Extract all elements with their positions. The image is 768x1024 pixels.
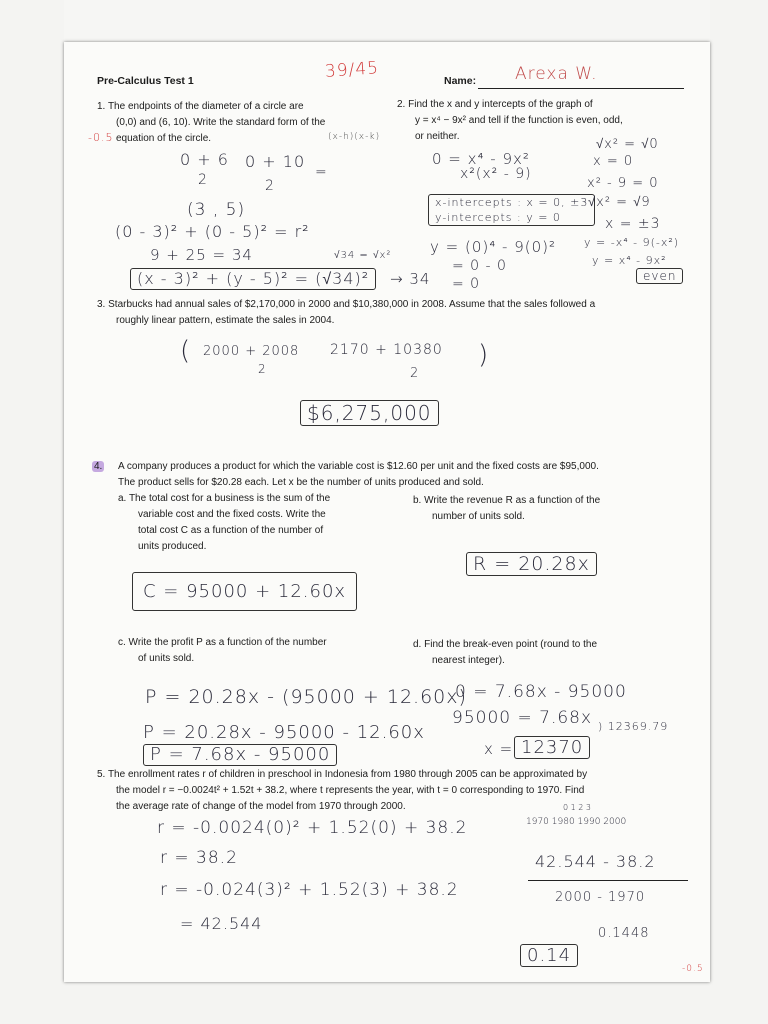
q3-line-2: roughly linear pattern, estimate the sales in 2004. [116,315,335,326]
q2-x-intercepts: x-intercepts : x = 0, ±3 [435,196,589,209]
q4d-division: ) 12369.79 [598,720,669,733]
q1-answer: (x - 3)² + (y - 5)² = (√34)² [130,268,376,290]
q3-line-1: 3. Starbucks had annual sales of $2,170,000 in 2000 and $10,380,000 in 2008. Assume that the sales followed a [97,299,596,310]
q3-sum-years: 2000 + 2008 [203,344,300,359]
q4b-answer: R = 20.28x [466,552,597,576]
q2-side-5: x = ±3 [605,216,661,232]
q4b-line-2: number of units sold. [432,511,525,522]
q2-even-work-1: y = -x⁴ - 9(-x²) [584,236,680,249]
name-underline [478,88,684,89]
q1-mid-y: 0 + 10 [245,152,306,171]
q2-even-answer: even [636,268,683,284]
q1-pencil-note: (x-h)(x-k) [328,132,381,142]
q2-side-1: √x² = √0 [596,137,659,152]
q4a-line-1: a. The total cost for a business is the sum of the [118,493,331,504]
q4a-line-2: variable cost and the fixed costs. Write the [138,509,326,520]
q3-paren-close: ) [478,340,490,370]
q5-work-1: r = -0.0024(0)² + 1.52(0) + 38.2 [157,818,468,838]
q5-work-2: r = 38.2 [160,848,238,868]
q1-work-line-2b: √34 = √x² [334,250,392,261]
q4-line-1: A company produces a product for which the variable cost is $12.60 per unit and the fixed costs are $95,000. [118,461,599,472]
q2-y-work-2: = 0 - 0 [452,258,507,274]
q5-deduction: -0.5 [682,964,704,974]
q3-sum-sales-den: 2 [410,366,420,381]
score: 39/45 [324,58,380,82]
q4c-work-1: P = 20.28x - (95000 + 12.60x) [145,686,467,708]
background [0,0,768,42]
q2-work-2: x²(x² - 9) [460,166,532,182]
q4c-work-2: P = 20.28x - 95000 - 12.60x [143,722,425,743]
q1-line-3: equation of the circle. [116,133,212,144]
q4c-answer: P = 7.68x - 95000 [143,744,337,766]
q2-side-2: x = 0 [593,154,634,169]
q4d-line-2: nearest integer). [432,655,505,666]
q1-work-line-2: 9 + 25 = 34 [150,246,253,264]
q3-paren-open: ( [180,336,192,366]
q2-side-4: √x² = √9 [588,195,651,210]
background [0,982,768,1024]
q2-side-3: x² - 9 = 0 [587,176,659,191]
q5-line-3: the average rate of change of the model from 1970 through 2000. [116,801,406,812]
q3-sum-sales: 2170 + 10380 [330,342,443,358]
q4d-work-1: 0 = 7.68x - 95000 [455,682,627,702]
q4a-line-3: total cost C as a function of the number of [138,525,324,536]
q5-line-2: the model r = −0.0024t² + 1.52t + 38.2, where t represents the year, with t = 0 corresponding to 1970. Find [116,785,585,796]
q5-years: 1970 1980 1990 2000 [526,817,627,827]
name-label: Name: [444,75,477,87]
background [0,0,64,1024]
q4c-line-2: of units sold. [138,653,195,664]
q5-year-index: 0 1 2 3 [563,803,591,812]
q3-sum-years-den: 2 [258,362,267,376]
q5-numerator: 42.544 - 38.2 [535,852,656,871]
q1-deduction: -0.5 [88,131,114,144]
test-title: Pre-Calculus Test 1 [97,75,194,87]
q2-line-2: y = x⁴ − 9x² and tell if the function is even, odd, [415,115,623,126]
q1-center: (3 , 5) [187,200,246,220]
q1-answer-tail: → 34 [390,270,431,288]
q2-line-3: or neither. [415,131,460,142]
q2-work-1: 0 = x⁴ - 9x² [432,150,530,168]
q4d-x-label: x = [484,740,514,758]
q2-y-intercepts: y-intercepts : y = 0 [435,211,561,224]
q1-mid-x: 0 + 6 [180,150,229,169]
q4d-answer: 12370 [514,736,590,759]
q2-y-work-3: = 0 [452,276,481,292]
q1-line-2: (0,0) and (6, 10). Write the standard form of the [116,117,326,128]
q1-work-line-1: (0 - 3)² + (0 - 5)² = r² [115,222,310,241]
q5-side-calc: 0.1448 [598,926,650,941]
q5-line-1: 5. The enrollment rates r of children in preschool in Indonesia from 1980 through 2005 can be approximated by [97,769,588,780]
q5-fraction-bar [528,880,688,881]
q2-y-work-1: y = (0)⁴ - 9(0)² [430,238,556,256]
q2-intercepts-box [428,194,595,226]
q1-mid-x-den: 2 [198,172,208,188]
q4-number: 4. [94,461,103,472]
q4d-line-1: d. Find the break-even point (round to the [413,639,598,650]
background [710,0,768,1024]
q4b-line-1: b. Write the revenue R as a function of the [413,495,601,506]
q1-mid-y-den: 2 [265,178,275,194]
student-name: Arexa W. [515,64,598,84]
q4c-line-1: c. Write the profit P as a function of the number [118,637,327,648]
q4a-answer: C = 95000 + 12.60x [132,572,357,611]
q5-work-3: r = -0.024(3)² + 1.52(3) + 38.2 [160,880,459,900]
q5-answer: 0.14 [520,944,578,967]
q5-denominator: 2000 - 1970 [555,890,646,905]
q2-line-1: 2. Find the x and y intercepts of the graph of [397,99,593,110]
q1-equals: = [315,164,328,180]
q5-work-4: = 42.544 [180,914,263,933]
q4d-work-2: 95000 = 7.68x [452,708,593,728]
q2-even-work-2: y = x⁴ - 9x² [592,254,667,267]
q4a-line-4: units produced. [138,541,207,552]
q4-line-2: The product sells for $20.28 each. Let x be the number of units produced and sold. [118,477,484,488]
q1-line-1: 1. The endpoints of the diameter of a circle are [97,101,304,112]
q3-answer: $6,275,000 [300,400,439,426]
